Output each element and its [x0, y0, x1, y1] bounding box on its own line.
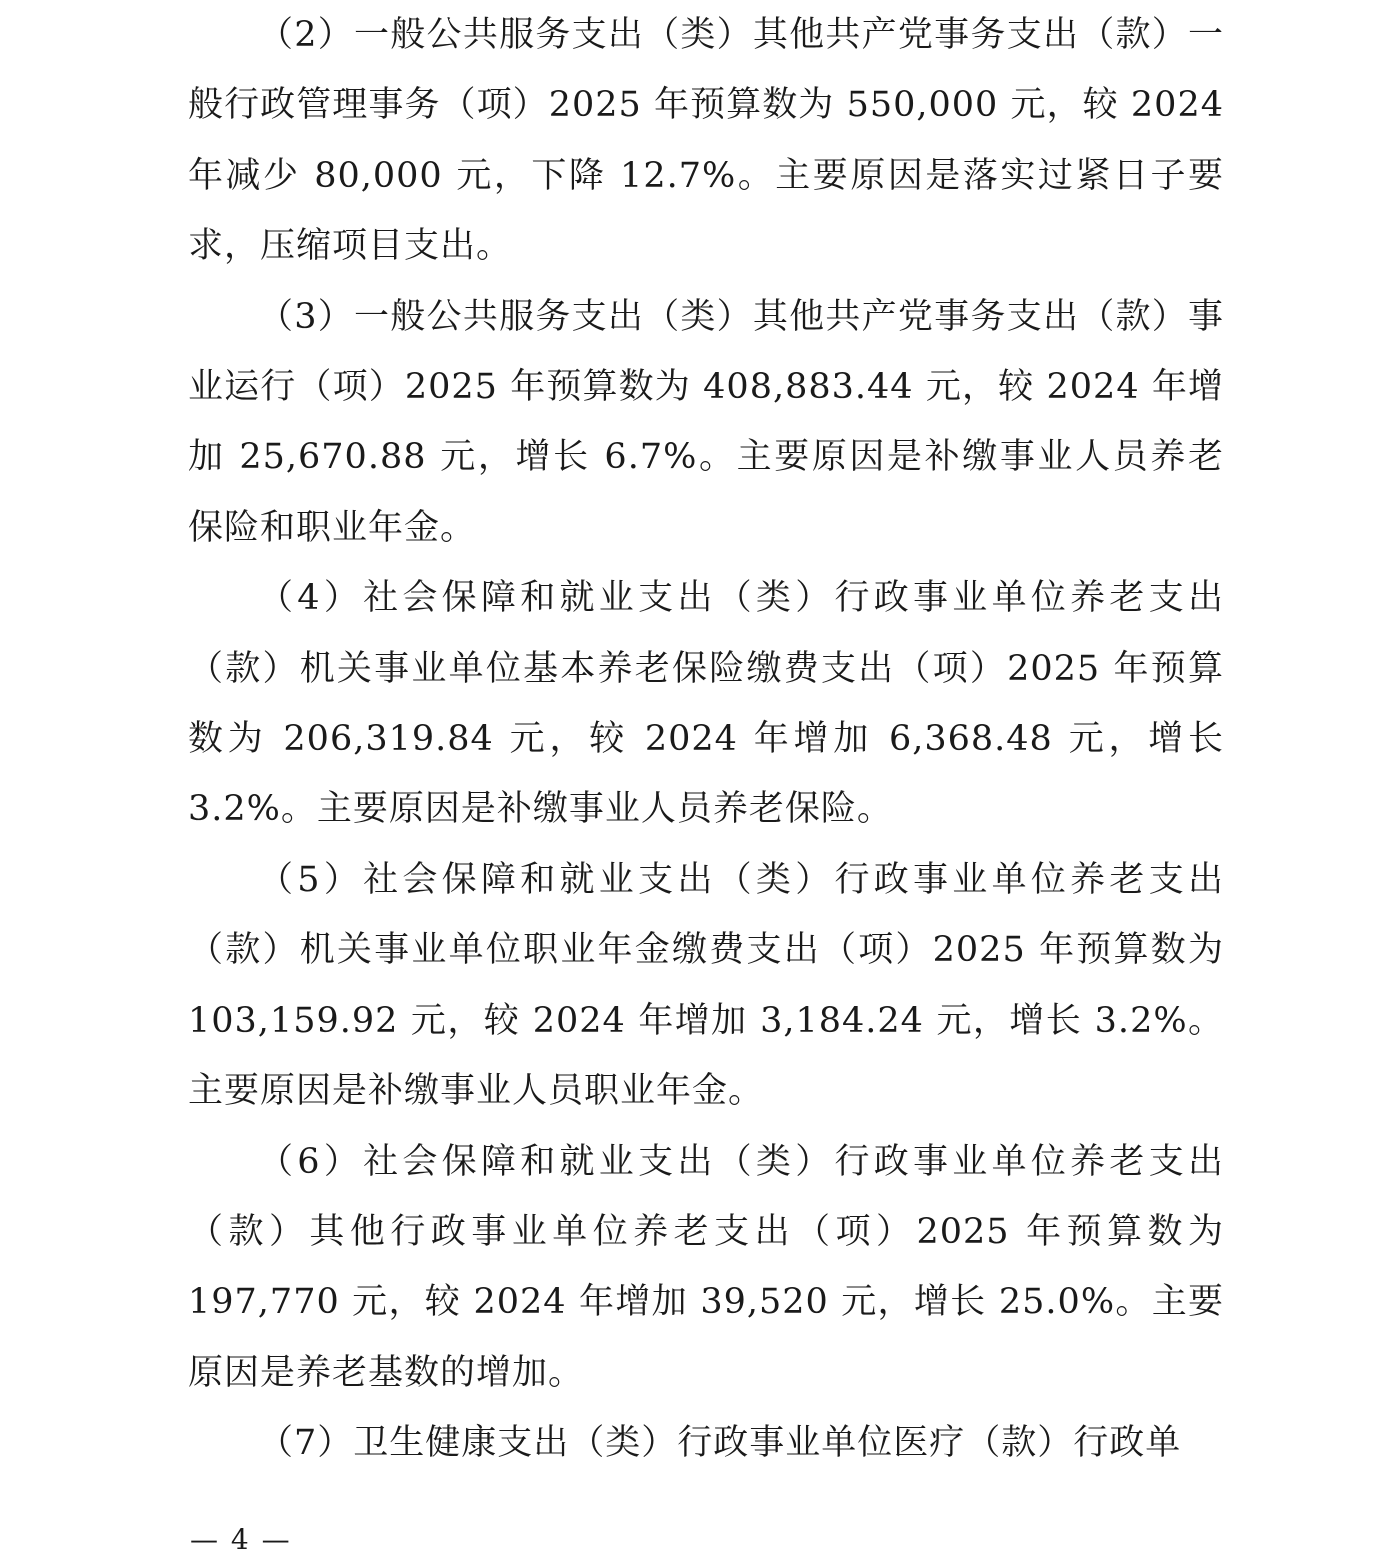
document-body	[188, 0, 1224, 1479]
paragraph-item-3: （3）一般公共服务支出（类）其他共产党事务支出（款）事业运行（项）2025 年预算数为 408,883.44 元，较 2024 年增加 25,670.88 元，增长 6.7%。主要原因是补缴事业人员养老保险和职业年金。	[188, 296, 1224, 548]
page-number: — 4 —	[190, 1523, 292, 1556]
paragraph-item-2: （2）一般公共服务支出（类）其他共产党事务支出（款）一般行政管理事务（项）2025 年预算数为 550,000 元，较 2024 年减少 80,000 元，下降 12.7%。主要原因是落实过紧日子要求，压缩项目支出。	[188, 15, 1224, 267]
paragraph-item-6: （6）社会保障和就业支出（类）行政事业单位养老支出（款）其他行政事业单位养老支出（项）2025 年预算数为 197,770 元，较 2024 年增加 39,520 元，增长 25.0%。主要原因是养老基数的增加。	[188, 1141, 1224, 1393]
paragraph-item-7: （7）卫生健康支出（类）行政事业单位医疗（款）行政单	[258, 1423, 1182, 1464]
paragraph-item-5: （5）社会保障和就业支出（类）行政事业单位养老支出（款）机关事业单位职业年金缴费支出（项）2025 年预算数为 103,159.92 元，较 2024 年增加 3,184.24 元，增长 3.2%。主要原因是补缴事业人员职业年金。	[188, 859, 1224, 1112]
paragraph-item-4: （4）社会保障和就业支出（类）行政事业单位养老支出（款）机关事业单位基本养老保险缴费支出（项）2025 年预算数为 206,319.84 元，较 2024 年增加 6,368.48 元，增长 3.2%。主要原因是补缴事业人员养老保险。	[188, 578, 1224, 830]
